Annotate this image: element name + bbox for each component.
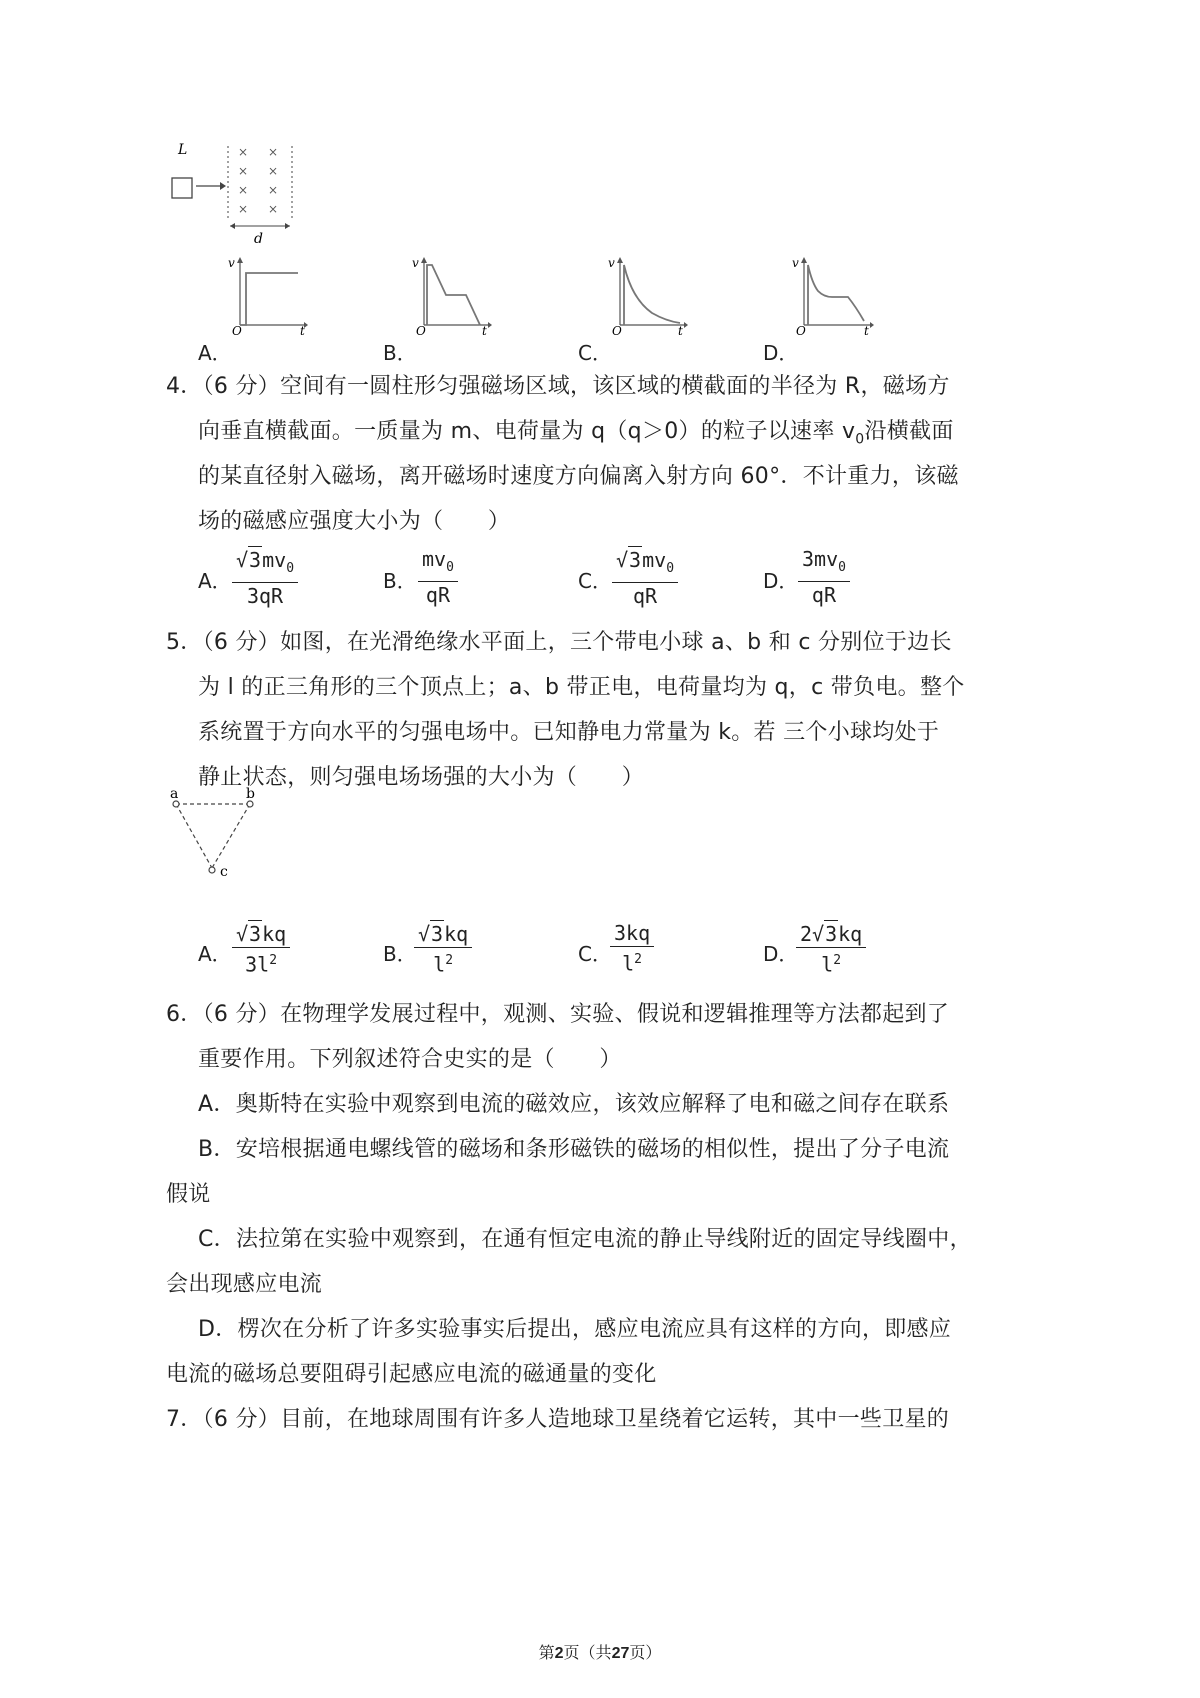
page-footer: 第2页（共27页） bbox=[538, 1643, 662, 1662]
q4-option-d-letter[interactable]: D． bbox=[763, 569, 799, 593]
cross-mark: × bbox=[268, 164, 279, 178]
q5-option-c-letter[interactable]: C． bbox=[578, 942, 612, 966]
q4-option-a-fraction: $\frac{√3mv_0}{3qR}$ bbox=[232, 546, 298, 609]
label-c: c bbox=[220, 864, 228, 880]
velocity-curve bbox=[624, 265, 680, 325]
svg-text:O: O bbox=[232, 324, 242, 335]
cross-mark: × bbox=[268, 145, 279, 159]
svg-text:t: t bbox=[300, 324, 305, 335]
q6-option-a[interactable]: A．奥斯特在实验中观察到电流的磁效应，该效应解释了电和磁之间存在联系 bbox=[198, 1092, 950, 1117]
q4-option-b-letter[interactable]: B． bbox=[383, 569, 417, 593]
cross-mark: × bbox=[268, 183, 279, 197]
q4-option-c-letter[interactable]: C． bbox=[578, 569, 612, 593]
q6-line-2: 重要作用。下列叙述符合史实的是（ ） bbox=[198, 1047, 622, 1072]
q4-line-2-text: 向垂直横截面。一质量为 m、电荷量为 q（q＞0）的粒子以速率 v bbox=[198, 419, 856, 444]
q6-option-c[interactable]: C．法拉第在实验中观察到，在通有恒定电流的静止导线附近的固定导线圈中， bbox=[198, 1227, 972, 1252]
svg-text:v: v bbox=[608, 256, 615, 270]
svg-text:v: v bbox=[412, 256, 419, 270]
motion-arrow-head bbox=[220, 182, 226, 190]
q3-option-c-graph bbox=[608, 255, 688, 335]
cross-mark: × bbox=[238, 164, 249, 178]
svg-text:v: v bbox=[228, 256, 235, 270]
q5-option-d-letter[interactable]: D． bbox=[763, 942, 799, 966]
svg-text:O: O bbox=[416, 324, 426, 335]
side-bc bbox=[212, 804, 250, 868]
label-a: a bbox=[170, 786, 179, 802]
q3-option-d-letter[interactable]: D． bbox=[763, 341, 799, 365]
label-L: L bbox=[178, 142, 188, 158]
svg-text:O: O bbox=[612, 324, 622, 335]
dim-arrow-left bbox=[230, 223, 235, 229]
q4-option-d-fraction: $\frac{3mv_0}{qR}$ bbox=[798, 546, 850, 608]
q5-option-b-letter[interactable]: B． bbox=[383, 942, 417, 966]
q4-line-1: 4．（6 分）空间有一圆柱形匀强磁场区域，该区域的横截面的半径为 R，磁场方 bbox=[166, 374, 950, 399]
triangle-charges-figure bbox=[166, 784, 276, 884]
label-b: b bbox=[246, 786, 255, 802]
q6-line-1: 6．（6 分）在物理学发展过程中，观测、实验、假说和逻辑推理等方法都起到了 bbox=[166, 1002, 950, 1027]
q5-option-d-fraction: $\frac{2√3kq}{l^2}$ bbox=[796, 920, 866, 978]
velocity-curve bbox=[808, 265, 864, 325]
q6-option-c-cont: 会出现感应电流 bbox=[166, 1272, 323, 1297]
q6-option-b[interactable]: B．安培根据通电螺线管的磁场和条形磁铁的磁场的相似性，提出了分子电流 bbox=[198, 1137, 950, 1162]
dim-arrow-right bbox=[285, 223, 290, 229]
q5-line-3: 系统置于方向水平的匀强电场中。已知静电力常量为 k。若 三个小球均处于 bbox=[198, 720, 940, 745]
velocity-curve bbox=[427, 265, 480, 325]
q3-option-a-letter[interactable]: A． bbox=[198, 341, 232, 365]
q5-option-a-fraction: $\frac{√3kq}{3l^2}$ bbox=[232, 920, 290, 978]
q6-option-b-cont: 假说 bbox=[166, 1182, 211, 1207]
q4-line-2 bbox=[198, 417, 954, 454]
q3-option-d-graph bbox=[792, 255, 874, 335]
q4-option-c-fraction: $\frac{√3mv_0}{qR}$ bbox=[612, 546, 678, 609]
svg-text:v: v bbox=[792, 256, 799, 270]
label-d: d bbox=[254, 231, 263, 247]
q4-line-3: 的某直径射入磁场，离开磁场时速度方向偏离入射方向 60°．不计重力，该磁 bbox=[198, 464, 959, 489]
cross-mark: × bbox=[238, 145, 249, 159]
velocity-curve bbox=[240, 273, 298, 325]
q5-line-1: 5．（6 分）如图，在光滑绝缘水平面上，三个带电小球 a、b 和 c 分别位于边长 bbox=[166, 630, 952, 655]
q5-line-4: 静止状态，则匀强电场场强的大小为（ ） bbox=[198, 765, 645, 790]
q4-line-4: 场的磁感应强度大小为（ ） bbox=[198, 509, 511, 534]
q5-option-a-letter[interactable]: A． bbox=[198, 942, 232, 966]
q4-option-b-fraction: $\frac{mv_0}{qR}$ bbox=[418, 546, 458, 608]
q4-option-a-letter[interactable]: A． bbox=[198, 569, 232, 593]
q5-option-c-fraction: $\frac{3kq}{l^2}$ bbox=[610, 920, 654, 977]
cross-mark: × bbox=[238, 183, 249, 197]
q3-option-b-letter[interactable]: B． bbox=[383, 341, 417, 365]
svg-text:t: t bbox=[482, 324, 487, 335]
cross-mark: × bbox=[238, 202, 249, 216]
q3-option-b-graph bbox=[412, 255, 492, 335]
q7-line-1: 7．（6 分）目前，在地球周围有许多人造地球卫星绕着它运转，其中一些卫星的 bbox=[166, 1407, 950, 1432]
q5-option-b-fraction: $\frac{√3kq}{l^2}$ bbox=[414, 920, 472, 978]
q3-option-c-letter[interactable]: C． bbox=[578, 341, 612, 365]
page-number: 2 bbox=[554, 1645, 564, 1662]
q6-option-d-cont: 电流的磁场总要阻碍引起感应电流的磁通量的变化 bbox=[166, 1362, 657, 1387]
field-crosses bbox=[238, 145, 278, 216]
svg-text:t: t bbox=[864, 324, 869, 335]
field-region-figure bbox=[170, 140, 310, 250]
q3-option-a-graph bbox=[228, 255, 308, 335]
svg-text:O: O bbox=[796, 324, 806, 335]
q6-option-d[interactable]: D．楞次在分析了许多实验事实后提出，感应电流应具有这样的方向，即感应 bbox=[198, 1317, 952, 1342]
total-pages: 27 bbox=[611, 1645, 630, 1662]
q4-line-2-tail: 沿横截面 bbox=[864, 419, 954, 444]
q4-line-2-subscript: 0 bbox=[855, 431, 865, 448]
square-loop bbox=[172, 178, 192, 198]
svg-text:t: t bbox=[678, 324, 683, 335]
cross-mark: × bbox=[268, 202, 279, 216]
charge-c bbox=[209, 867, 215, 873]
side-ac bbox=[176, 804, 212, 868]
q5-line-2: 为 l 的正三角形的三个顶点上；a、b 带正电，电荷量均为 q，c 带负电。整个 bbox=[198, 675, 965, 700]
